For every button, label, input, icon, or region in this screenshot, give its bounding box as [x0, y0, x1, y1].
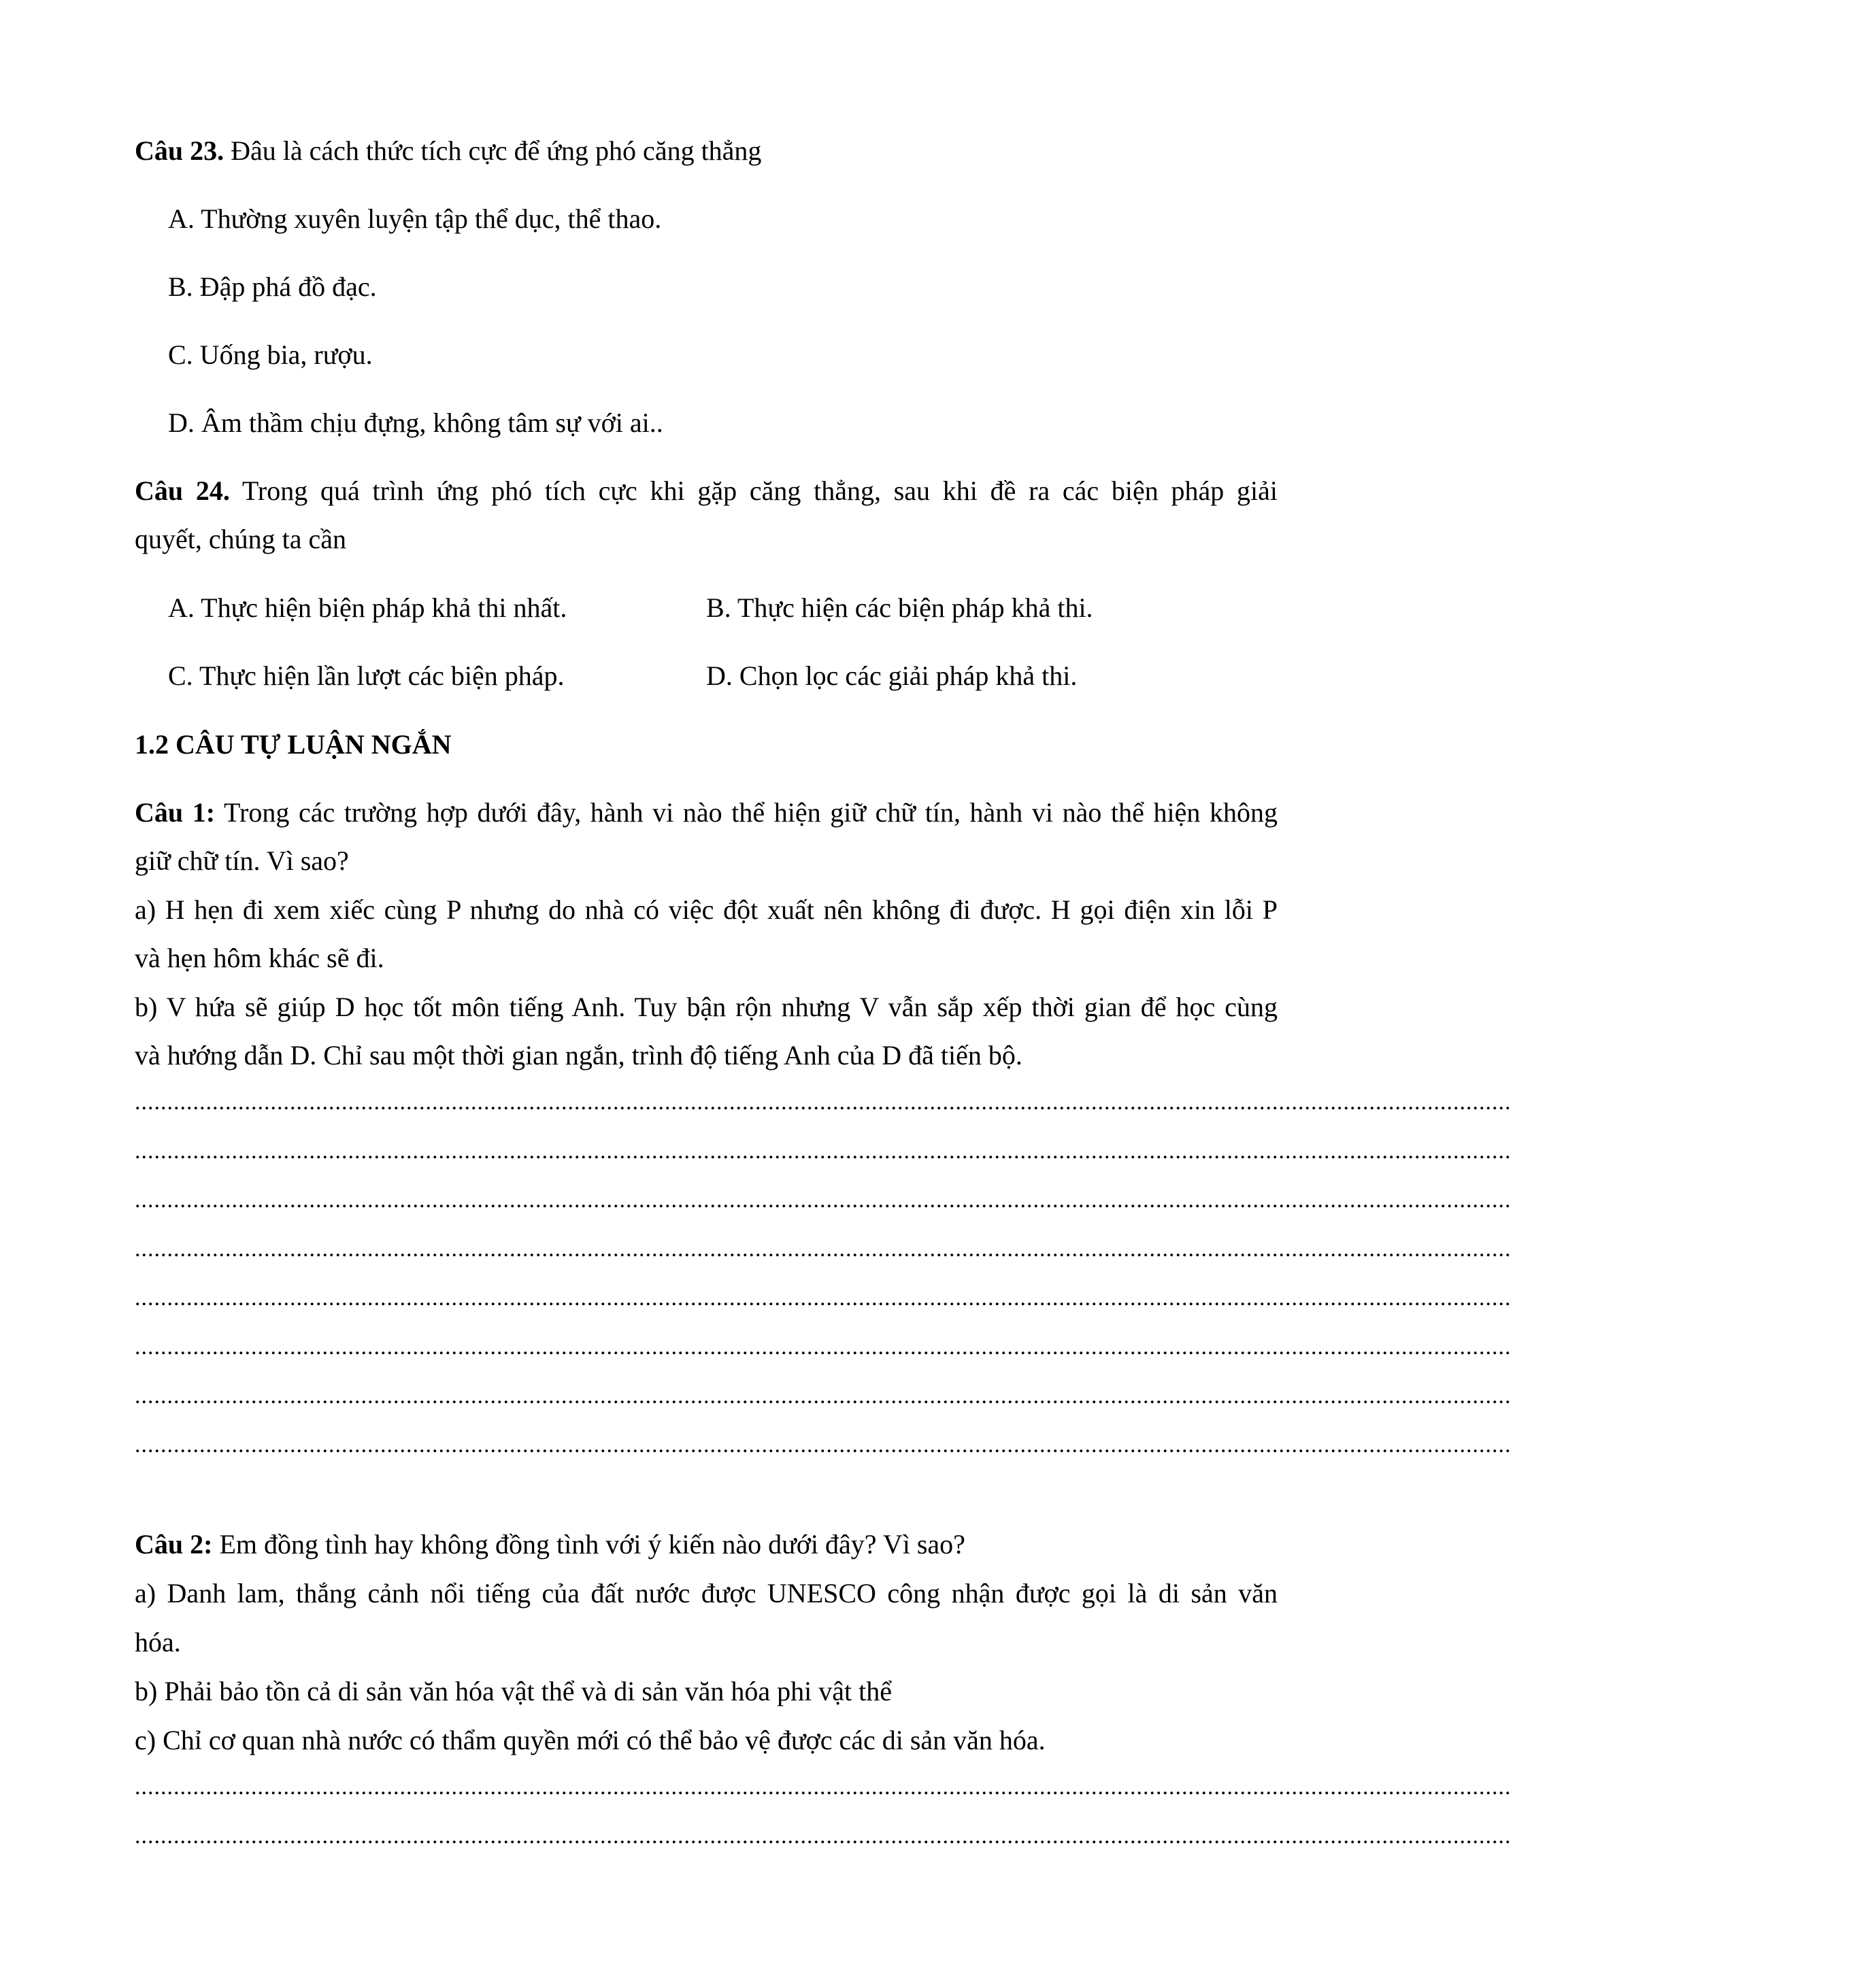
essay-1-label: Câu 1:	[135, 797, 216, 828]
essay-2-opinion-a-line1: a) Danh lam, thắng cảnh nổi tiếng của đất nước được UNESCO công nhận được gọi là di sản văn	[135, 1578, 1278, 1608]
answer-line: .....................................................................................................................................................................................................................	[135, 1432, 1512, 1458]
answer-line: .....................................................................................................................................................................................................................	[135, 1285, 1512, 1311]
answer-line: .....................................................................................................................................................................................................................	[135, 1334, 1512, 1360]
essay-2-opinion-b: b) Phải bảo tồn cả di sản văn hóa vật thể và di sản văn hóa phi vật thể	[135, 1676, 893, 1706]
question-23-option-b: B. Đập phá đồ đạc.	[168, 271, 377, 302]
question-24-option-a: A. Thực hiện biện pháp khả thi nhất.	[168, 592, 567, 623]
section-heading: 1.2 CÂU TỰ LUẬN NGẮN	[135, 729, 452, 760]
answer-line: .....................................................................................................................................................................................................................	[135, 1236, 1512, 1262]
essay-1-line2: giữ chữ tín. Vì sao?	[135, 845, 349, 876]
question-23	[135, 137, 1278, 165]
essay-1-case-b-line1: b) V hứa sẽ giúp D học tốt môn tiếng Anh. Tuy bận rộn nhưng V vẫn sắp xếp thời gian để học cùng	[135, 992, 1278, 1022]
question-24-option-d: D. Chọn lọc các giải pháp khả thi.	[706, 660, 1078, 691]
essay-1	[135, 799, 1278, 826]
essay-1-case-a-line2: và hẹn hôm khác sẽ đi.	[135, 943, 384, 973]
answer-line: .....................................................................................................................................................................................................................	[135, 1139, 1512, 1164]
question-24-label: Câu 24.	[135, 475, 230, 506]
essay-2-line1: Em đồng tình hay không đồng tình với ý kiến nào dưới đây? Vì sao?	[212, 1529, 965, 1560]
essay-2-opinion-c: c) Chỉ cơ quan nhà nước có thẩm quyền mới có thể bảo vệ được các di sản văn hóa.	[135, 1725, 1046, 1755]
question-24	[135, 477, 1278, 505]
answer-line: .....................................................................................................................................................................................................................	[135, 1383, 1512, 1409]
answer-line: .....................................................................................................................................................................................................................	[135, 1187, 1512, 1213]
question-24-text-line2: quyết, chúng ta cần	[135, 524, 346, 554]
question-23-option-d: D. Âm thầm chịu đựng, không tâm sự với ai..	[168, 407, 663, 438]
answer-line: .....................................................................................................................................................................................................................	[135, 1823, 1512, 1849]
essay-2-opinion-a-line2: hóa.	[135, 1627, 181, 1657]
essay-2-label: Câu 2:	[135, 1529, 213, 1560]
question-23-label: Câu 23.	[135, 135, 224, 166]
essay-1-case-a-line1: a) H hẹn đi xem xiếc cùng P nhưng do nhà có việc đột xuất nên không đi được. H gọi điện xin lỗi P	[135, 894, 1278, 925]
question-24-option-b: B. Thực hiện các biện pháp khả thi.	[706, 592, 1093, 623]
essay-1-case-b-line2: và hướng dẫn D. Chỉ sau một thời gian ngắn, trình độ tiếng Anh của D đã tiến bộ.	[135, 1040, 1022, 1071]
question-23-option-a: A. Thường xuyên luyện tập thể dục, thể thao.	[168, 203, 662, 234]
question-23-option-c: C. Uống bia, rượu.	[168, 339, 373, 370]
essay-2	[135, 1531, 1278, 1558]
question-24-option-c: C. Thực hiện lần lượt các biện pháp.	[168, 660, 565, 691]
essay-1-line1: Trong các trường hợp dưới đây, hành vi nào thể hiện giữ chữ tín, hành vi nào thể hiện không	[215, 797, 1278, 828]
question-23-text: Đâu là cách thức tích cực để ứng phó căng thẳng	[224, 135, 762, 166]
answer-line: .....................................................................................................................................................................................................................	[135, 1090, 1512, 1115]
answer-line: .....................................................................................................................................................................................................................	[135, 1774, 1512, 1800]
question-24-text-line1: Trong quá trình ứng phó tích cực khi gặp căng thẳng, sau khi đề ra các biện pháp giải	[229, 475, 1278, 506]
